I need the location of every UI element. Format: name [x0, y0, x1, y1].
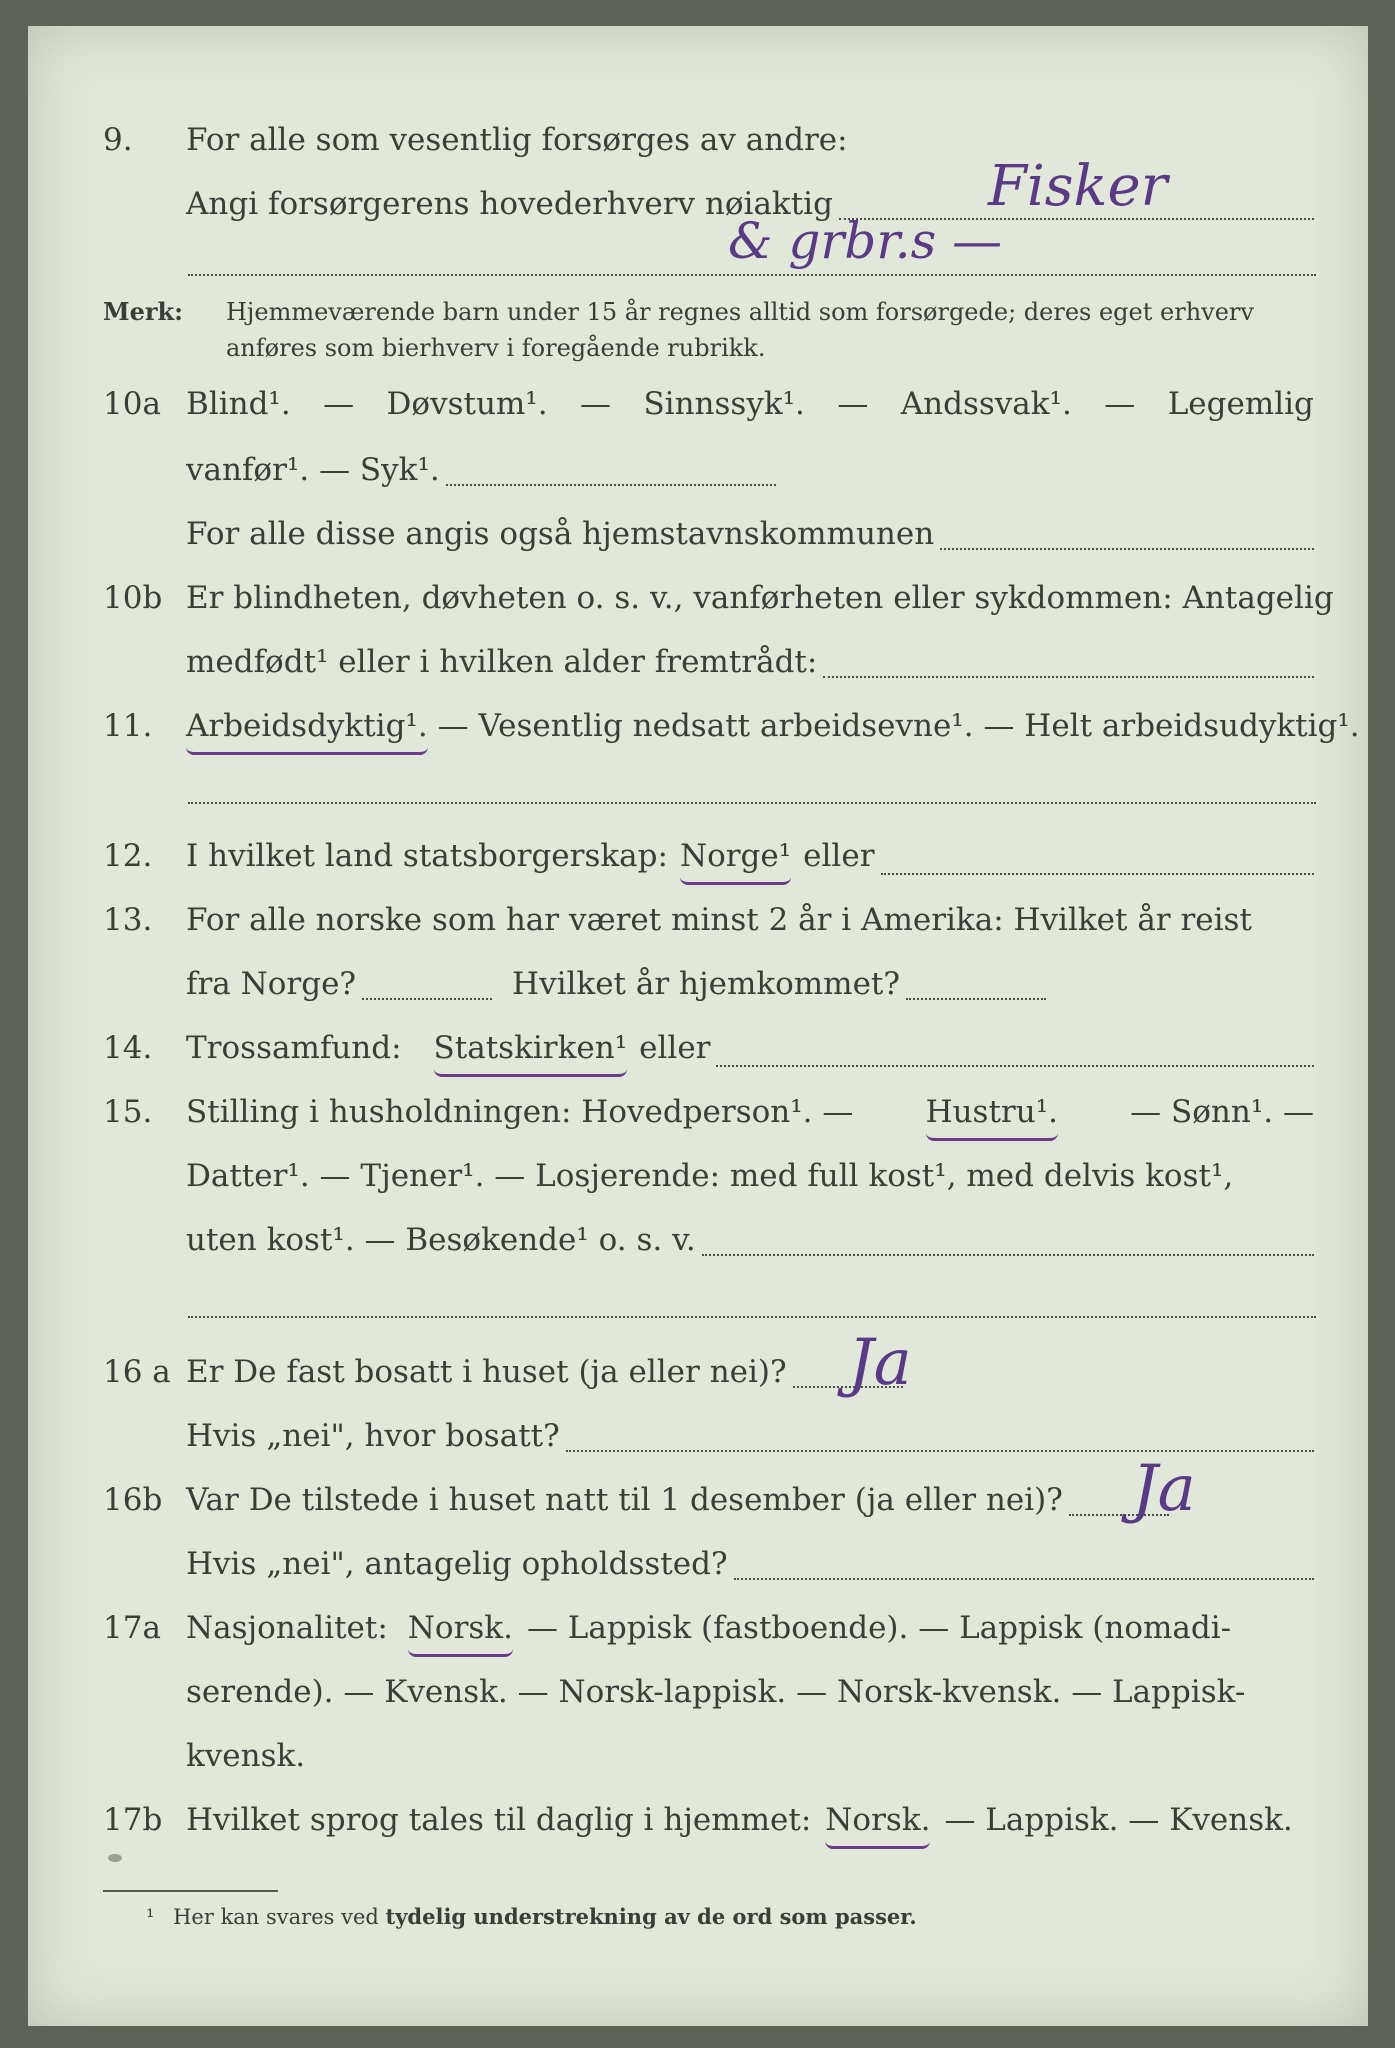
q15-wife-underlined[interactable]: Hustru¹.: [926, 1086, 1058, 1141]
q16a-where-label: Hvis „nei", hvor bosatt?: [186, 1418, 560, 1454]
q15-question: Stilling i husholdningen: Hovedperson¹. —: [186, 1094, 854, 1130]
q12-number: 12.: [103, 838, 153, 874]
q10a-home-municipality-field[interactable]: [940, 548, 1314, 550]
q17a-line1: [28, 1602, 1368, 1654]
ink-smudge: [108, 1854, 122, 1862]
q13-returned-label: Hvilket år hjemkommet?: [512, 966, 901, 1002]
q16b-number: 16b: [103, 1482, 163, 1518]
q17a-norwegian-underlined[interactable]: Norsk.: [408, 1602, 513, 1657]
q10b-onset-label: medfødt¹ eller i hvilken alder fremtrådt:: [186, 644, 818, 680]
footnote-text1: Her kan svares ved: [173, 1905, 379, 1929]
q13-line1: [28, 894, 1368, 946]
q16a-question: Er De fast bosatt i huset (ja eller nei)?: [186, 1354, 787, 1390]
q9-answer2-handwritten: & grbr.s —: [728, 212, 1003, 270]
q14-number: 14.: [103, 1030, 153, 1066]
q14-state-church-underlined[interactable]: Statskirken¹: [434, 1022, 628, 1077]
q17a-number: 17a: [103, 1610, 161, 1646]
q13-emigrated-field[interactable]: [362, 998, 492, 1000]
q9-question: For alle som vesentlig forsørges av andre:: [186, 122, 848, 158]
q12-other-country-field[interactable]: [881, 873, 1314, 875]
q15-options-3: uten kost¹. — Besøkende¹ o. s. v.: [186, 1222, 696, 1258]
q10b-line1: [28, 572, 1368, 624]
q15-line2: [28, 1150, 1368, 1202]
q16a-where-field[interactable]: [566, 1450, 1314, 1452]
q10a-dash4: —: [1104, 386, 1136, 422]
q15-other-field[interactable]: [702, 1254, 1314, 1256]
q13-line2: [28, 958, 1368, 1010]
q16a-answer-handwritten: Ja: [848, 1326, 912, 1400]
q15-line1: [28, 1086, 1368, 1138]
q10b-onset-field[interactable]: [823, 676, 1314, 678]
q10a-sick-field[interactable]: [446, 484, 776, 486]
q10a-blind: Blind¹.: [186, 386, 291, 422]
q10b-number: 10b: [103, 580, 163, 616]
q16b-answer-handwritten: Ja: [1132, 1452, 1196, 1526]
merk-line1: Hjemmeværende barn under 15 år regnes alltid som forsørgede; deres eget erhverv: [226, 298, 1254, 326]
q14-question: Trossamfund:: [186, 1030, 402, 1066]
q11-extra-line[interactable]: [188, 802, 1316, 804]
q17b-norwegian-underlined[interactable]: Norsk.: [825, 1794, 930, 1849]
q10a-insane: Sinnssyk¹.: [643, 386, 805, 422]
q9-answer-handwritten: Fisker: [988, 154, 1168, 219]
q16a-line1: [28, 1346, 1368, 1398]
footnote-text2: tydelig understrekning av de ord som passer.: [385, 1904, 917, 1929]
q12-norway-underlined[interactable]: Norge¹: [680, 830, 791, 885]
q17b-line: [28, 1794, 1368, 1846]
q15-extra-line[interactable]: [188, 1316, 1316, 1318]
q17a-options-2: serende). — Kvensk. — Norsk-lappisk. — Norsk-kvensk. — Lappisk-: [186, 1674, 1246, 1710]
q13-returned-field[interactable]: [906, 998, 1046, 1000]
q10a-number: 10a: [103, 386, 161, 422]
q12-or: eller: [803, 838, 875, 874]
q11-other-options: — Vesentlig nedsatt arbeidsevne¹. — Helt arbeidsudyktig¹.: [437, 708, 1360, 744]
q14-line: [28, 1022, 1368, 1074]
q17b-question: Hvilket sprog tales til daglig i hjemmet:: [186, 1802, 812, 1838]
census-form-page: [28, 26, 1368, 2026]
q10a-disabled-sick: vanfør¹. — Syk¹.: [186, 452, 440, 488]
q16b-line2: [28, 1538, 1368, 1590]
q10a-line1: [28, 378, 1368, 430]
q15-number: 15.: [103, 1094, 153, 1130]
q13-emigrated-label: fra Norge?: [186, 966, 357, 1002]
footnote: [146, 1904, 917, 1929]
q17a-line3: [28, 1730, 1368, 1782]
q13-question: For alle norske som har været minst 2 år i Amerika: Hvilket år reist: [186, 902, 1252, 938]
q10a-dash1: —: [323, 386, 355, 422]
q10a-dash3: —: [837, 386, 869, 422]
q14-or: eller: [639, 1030, 711, 1066]
q12-line: [28, 830, 1368, 882]
q10b-question: Er blindheten, døvheten o. s. v., vanførheten eller sykdommen: Antagelig: [186, 580, 1334, 616]
q17a-question: Nasjonalitet:: [186, 1610, 388, 1646]
q12-question: I hvilket land statsborgerskap:: [186, 838, 668, 874]
q17a-other-options: — Lappisk (fastboende). — Lappisk (nomadi-: [526, 1610, 1232, 1646]
q17b-number: 17b: [103, 1802, 163, 1838]
footnote-rule: [103, 1890, 278, 1892]
q10a-home-municipality-label: For alle disse angis også hjemstavnskommunen: [186, 516, 935, 552]
merk-label: Merk:: [103, 297, 183, 326]
q9-provider-occupation-label: Angi forsørgerens hovederhverv nøiaktig: [186, 186, 833, 222]
q16b-stay-label: Hvis „nei", antagelig opholdssted?: [186, 1546, 728, 1582]
q15-options-2: Datter¹. — Tjener¹. — Losjerende: med full kost¹, med delvis kost¹,: [186, 1158, 1234, 1194]
q10a-physically: Legemlig: [1167, 386, 1314, 422]
q15-son: — Sønn¹. —: [1130, 1094, 1314, 1130]
q11-able-to-work-underlined[interactable]: Arbeidsdyktig¹.: [186, 700, 428, 755]
q16a-number: 16 a: [103, 1354, 171, 1390]
q11-line: [28, 700, 1368, 752]
q15-line3: [28, 1214, 1368, 1266]
q16b-stay-field[interactable]: [734, 1578, 1314, 1580]
merk-line2: anføres som bierhverv i foregående rubrikk.: [226, 334, 766, 362]
q10a-line3: [28, 508, 1368, 560]
q11-number: 11.: [103, 708, 153, 744]
q9-extra-line[interactable]: [188, 274, 1316, 276]
q10a-dash2: —: [580, 386, 612, 422]
q17b-other-options: — Lappisk. — Kvensk.: [944, 1802, 1293, 1838]
q16b-question: Var De tilstede i huset natt til 1 desember (ja eller nei)?: [186, 1482, 1063, 1518]
q10b-line2: [28, 636, 1368, 688]
q10a-feebleminded: Andssvak¹.: [900, 386, 1072, 422]
q14-other-faith-field[interactable]: [716, 1065, 1314, 1067]
q13-number: 13.: [103, 902, 153, 938]
q10a-line2: [28, 444, 1368, 496]
q10a-deafmute: Døvstum¹.: [386, 386, 548, 422]
q9-number: 9.: [103, 122, 133, 158]
footnote-mark: ¹: [146, 1905, 155, 1929]
q17a-line2: [28, 1666, 1368, 1718]
q17a-options-3: kvensk.: [186, 1738, 306, 1774]
